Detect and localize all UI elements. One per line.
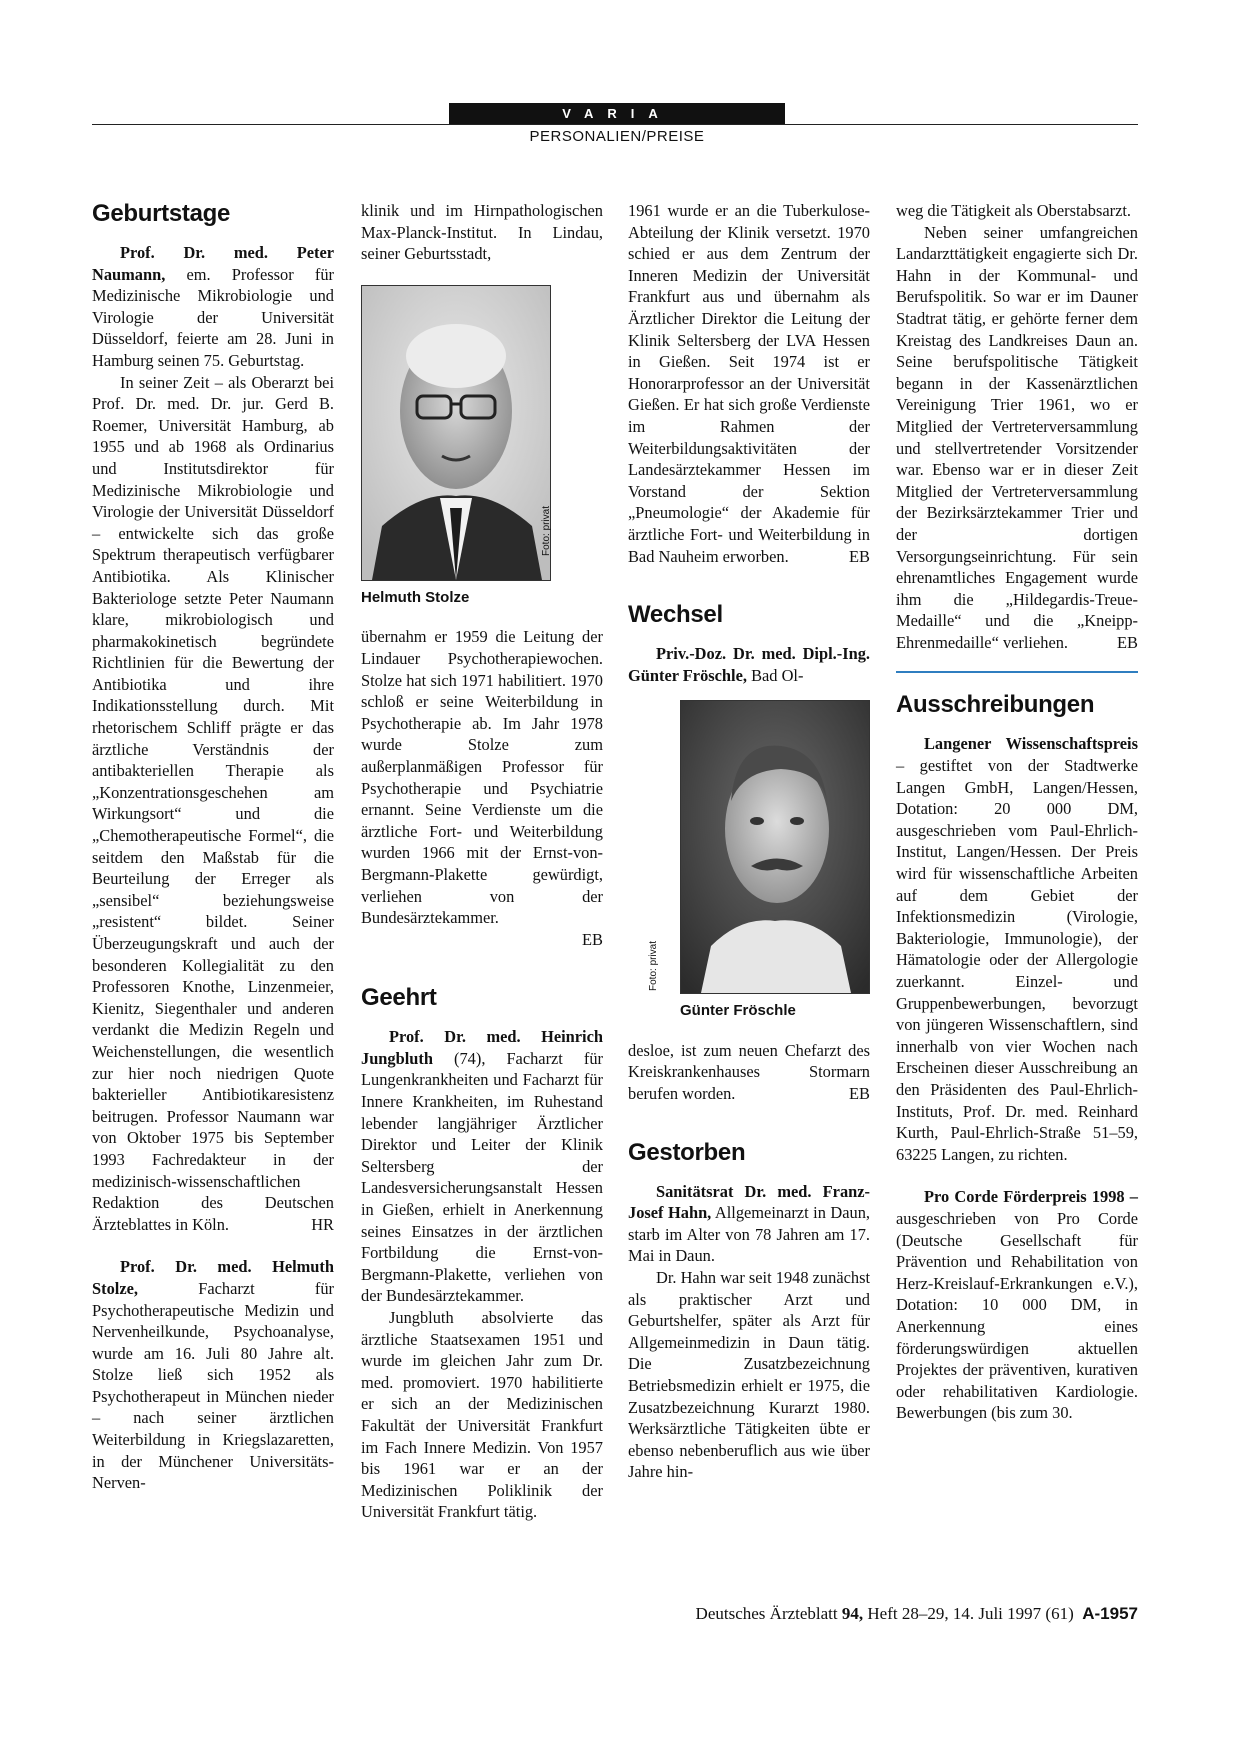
text-hahn: Allgemeinarzt in Daun, starb im Alter von 78 Jahren am 17. Mai in Daun.: [628, 1203, 870, 1266]
name-froeschle: Priv.-Doz. Dr. med. Dipl.-Ing. Günter Fröschle,: [628, 644, 870, 685]
text-hahn-politics: Neben seiner umfangreichen Landarzttätigkeit engagierte sich Dr. Hahn in der Kommunal- und Berufspolitik. So war er im Dauner Stadtrat tätig, er gehörte ferner dem Kreistag des Landkreises Daun an. Seine berufspolitische Tätigkeit begann in der Kassenärztlichen Vereinigung Trier 1961, wo er Mitglied der Vertreterversammlung und stellvertretender Vorsitzender war. Ebenso war er in dieser Zeit Mitglied der Vertreterversammlung der Bezirksärztekammer Trier und der dortigen Versorgungseinrichtung. Für sein ehrenamtliches Engagement wurde ihm die „Hildegardis-Treue-Medaille“ und die „Kneipp-Ehrenmedaille“ verliehen.: [896, 222, 1138, 652]
footer-issue: Heft 28–29, 14. Juli 1997 (61): [863, 1604, 1083, 1623]
paragraph-stolze-end: [361, 626, 603, 928]
signature-eb-4: EB: [1117, 632, 1138, 652]
name-pro-corde: Pro Corde Förderpreis 1998 –: [924, 1187, 1138, 1207]
text-froeschle: Bad Ol-: [746, 665, 804, 685]
photo-credit-froeschle: Foto: privat: [648, 941, 659, 992]
paragraph-stolze-cont: klinik und im Hirnpathologischen Max-Planck-Institut. In Lindau, seiner Geburtsstadt,: [361, 201, 603, 264]
paragraph-froeschle: [628, 643, 870, 686]
signature-eb-3: EB: [849, 1084, 870, 1104]
header-rule: [92, 124, 1138, 125]
caption-guenter-froeschle: Günter Fröschle: [680, 1002, 796, 1020]
photo-guenter-froeschle: [648, 700, 870, 994]
name-langener-preis: Langener Wissenschaftspreis: [924, 734, 1138, 754]
page-footer: [92, 1604, 1138, 1624]
paragraph-hahn-politics: [896, 222, 1138, 654]
section-divider: [896, 671, 1138, 673]
text-stolze: Facharzt für Psychotherapeutische Medizin und Nervenheilkunde, Psychoanalyse, wurde am 16. Juli 80 Jahre alt. Stolze ließ sich 1952 als Psychotherapeut in München nieder – nach seiner ärztlichen Weiterbildung in Kriegslazaretten, in der Münchener Universitäts-Nerven-: [92, 1278, 334, 1493]
paragraph-jungbluth-end: [628, 200, 870, 567]
heading-wechsel: Wechsel: [628, 601, 723, 629]
photo-credit-stolze: Foto: privat: [541, 505, 552, 556]
name-naumann: Prof. Dr. med. Peter Naumann,: [92, 243, 334, 284]
text-pro-corde: ausgeschrieben von Pro Corde (Deutsche Gesellschaft für Prävention und Rehabilitation von Herz-Kreislauf-Erkrankungen e.V.), Dotation: 10 000 DM, in Anerkennung eines förderungswürdigen aktuellen Projektes der präventiven, kurativen oder rehabilitativen Kardiologie. Bewerbungen (bis zum 30.: [896, 1208, 1138, 1423]
footer-journal: Deutsches Ärzteblatt: [695, 1604, 842, 1623]
paragraph-hahn: [628, 1181, 870, 1267]
footer-page-number: A-1957: [1082, 1604, 1138, 1623]
portrait-froeschle-image: [681, 701, 869, 993]
signature-hr: HR: [311, 1214, 334, 1234]
caption-helmuth-stolze: Helmuth Stolze: [361, 588, 470, 606]
text-jungbluth: (74), Facharzt für Lungenkrankheiten und Facharzt für Innere Krankheiten, im Ruhestand lebender langjähriger Ärztlicher Direktor und Leiter der Klinik Seltersberg der Landesversicherungsanstalt Hessen in Gießen, erhielt in Anerkennung seines Einsatzes in der ärztlichen Fortbildung die Ernst-von-Bergmann-Plakette, verliehen von der Bundesärztekammer.: [361, 1048, 603, 1306]
paragraph-hahn-cont: weg die Tätigkeit als Oberstabsarzt.: [896, 201, 1132, 220]
paragraph-naumann: [92, 242, 334, 372]
text-froeschle-end: desloe, ist zum neuen Chefarzt des Kreiskrankenhauses Stormarn berufen worden.: [628, 1040, 870, 1104]
paragraph-froeschle-end: [628, 1040, 870, 1105]
paragraph-hahn-career: Dr. Hahn war seit 1948 zunächst als praktischer Arzt und Geburtshelfer, später als Arzt für Allgemeinmedizin in Daun tätig. Die Zusatzbezeichnung Betriebsmedizin erhielt er 1975, die Zusatzbezeichnung Kurarzt 1980. Werksärztliche Tätigkeiten übte er ebenso nebenberuflich aus wie über Jahre hin-: [628, 1268, 870, 1482]
heading-ausschreibungen: Ausschreibungen: [896, 691, 1095, 719]
section-bar: VARIA: [449, 103, 785, 124]
paragraph-jungbluth: [361, 1026, 603, 1307]
heading-geehrt: Geehrt: [361, 984, 437, 1012]
paragraph-pro-corde: [896, 1186, 1138, 1424]
name-stolze: Prof. Dr. med. Helmuth Stolze,: [92, 1257, 334, 1298]
text-langener-preis: – gestiftet von der Stadtwerke Langen GmbH, Langen/Hessen, Dotation: 20 000 DM, ausgeschrieben vom Paul-Ehrlich-Institut, Langen/Hessen. Der Preis wird für wissenschaftliche Arbeiten auf dem Gebiet der Infektionsmedizin (Virologie, Bakteriologie, Immunologie), der Hämatologie oder der Allergologie zuerkannt. Einzel- und Gruppenbewerbungen, bevorzugt von jüngeren Wissenschaftlern, sind innerhalb von vier Wochen nach Erscheinen dieser Ausschreibung an den Präsidenten des Paul-Ehrlich-Instituts, Prof. Dr. med. Reinhard Kurth, Paul-Ehrlich-Straße 51–59, 63225 Langen, zu richten.: [896, 756, 1138, 1164]
text-naumann-career: In seiner Zeit – als Oberarzt bei Prof. Dr. med. Dr. jur. Gerd B. Roemer, Universität Hamburg, ab 1955 und ab 1968 als Ordinarius und Institutsdirektor für Medizinische Mikrobiologie und Virologie der Universität Düsseldorf – entwickelte sich das große Spektrum therapeutisch verfügbarer Antibiotika. Als Klinischer Bakteriologe setzte Peter Naumann klare, mikrobiologisch und pharmakokinetisch begründete Richtlinien für die Bewertung der Antibiotika und ihre Indikationsstellung durch. Mit rhetorischem Schliff prägte er das ärztliche Verständnis der antibakteriellen Therapie als „Konzentrationsgeschehen am Wirkungsort“ und die „Chemotherapeutische Formel“, die seitdem den Maßstab für die Beurteilung der Erreger als „sensibel“ beziehungsweise „resistent“ bildet. Seiner Überzeugungskraft und auch der besonderen Kollegialität zu den Professoren Knothe, Linzenmeier, Kienitz, Siegenthaler und anderen verdankt die Medizin Regeln und Weichenstellungen, die wesentlich zur hier noch niedrigen Quote bakterieller Antibiotikaresistenz beitrugen. Professor Naumann war von Oktober 1975 bis September 1993 Fachredakteur in der medizinisch-wissenschaftlichen Redaktion des Deutschen Ärzteblattes in Köln.: [92, 372, 334, 1234]
footer-volume: 94,: [841, 1604, 864, 1623]
signature-eb-2: EB: [849, 546, 870, 566]
name-jungbluth: Prof. Dr. med. Heinrich Jungbluth: [361, 1027, 603, 1068]
paragraph-langener-preis: [896, 733, 1138, 1165]
column-3: [628, 200, 870, 1483]
heading-geburtstage: Geburtstage: [92, 200, 231, 227]
paragraph-naumann-career: [92, 372, 334, 1236]
text-jungbluth-end: 1961 wurde er an die Tuberkulose-Abteilung der Klinik versetzt. 1970 schied er aus dem Zentrum der Inneren Medizin der Universität Frankfurt aus und übernahm als Ärztlicher Direktor die Leitung der Klinik Seltersberg der LVA Hessen in Gießen. Seit 1974 ist er Honorarprofessor an der Universität Gießen. Er hat sich große Verdienste im Rahmen der Weiterbildungsaktivitäten der Landesärztekammer Hessen im Vorstand der Sektion „Pneumologie“ der Akademie für ärztliche Fort- und Weiterbildung in Bad Nauheim erworben.: [628, 201, 870, 566]
portrait-stolze-image: [362, 286, 550, 580]
paragraph-stolze: [92, 1256, 334, 1494]
subsection-label: PERSONALIEN/PREISE: [529, 128, 705, 145]
column-4: [896, 200, 1138, 1424]
column-1: [92, 200, 334, 1494]
column-2: [361, 200, 603, 1523]
text-stolze-end: übernahm er 1959 die Leitung der Lindauer Psychotherapiewochen. Stolze hat sich 1971 habilitiert. 1970 schloß er seine Weiterbildung in Psychotherapie ab. Im Jahr 1978 wurde Stolze zum außerplanmäßigen Professor für Psychotherapie und Psychiatrie ernannt. Seine Verdienste um die ärztliche Fort- und Weiterbildung wurden 1966 mit der Ernst-von-Bergmann-Plakette gewürdigt, verliehen von der Bundesärztekammer.: [361, 627, 603, 928]
signature-eb-1: EB: [582, 929, 603, 949]
text-naumann: em. Professor für Medizinische Mikrobiologie und Virologie der Universität Düsseldorf, feierte am 28. Juni in Hamburg seinen 75. Geburtstag.: [92, 264, 334, 370]
heading-gestorben: Gestorben: [628, 1138, 746, 1166]
name-hahn: Sanitätsrat Dr. med. Franz-Josef Hahn,: [628, 1181, 870, 1223]
photo-helmuth-stolze: [361, 285, 551, 581]
paragraph-jungbluth-career: Jungbluth absolvierte das ärztliche Staatsexamen 1951 und wurde im gleichen Jahr zum Dr. med. promoviert. 1970 habilitierte er sich an der Medizinischen Fakultät der Universität Frankfurt im Fach Innere Medizin. Von 1957 bis 1961 war er an der Medizinischen Poliklinik der Universität Frankfurt tätig.: [361, 1308, 603, 1522]
